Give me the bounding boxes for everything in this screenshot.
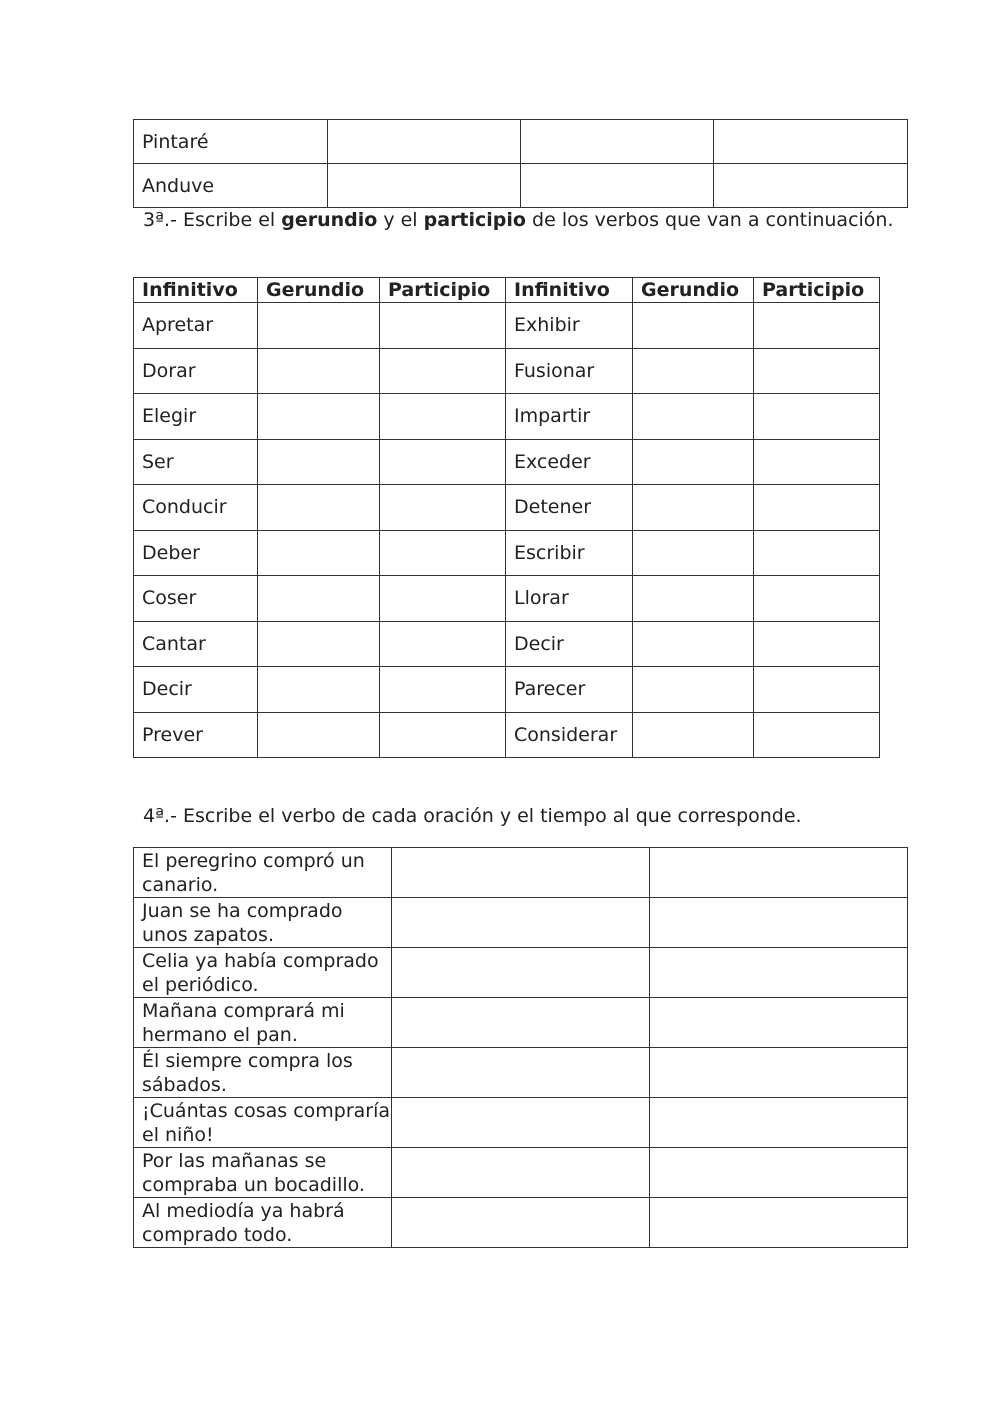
answer-cell[interactable] <box>633 394 754 440</box>
table-row <box>134 348 880 394</box>
answer-cell[interactable] <box>392 1048 650 1098</box>
answer-cell[interactable] <box>380 439 506 485</box>
answer-cell[interactable] <box>392 1148 650 1198</box>
table-row <box>134 712 880 758</box>
verb-cell: Pintaré <box>134 120 328 164</box>
table-header-row <box>134 278 880 303</box>
verb-cell: Deber <box>134 530 258 576</box>
column-header: Participio <box>380 278 506 303</box>
instruction-text: y el <box>377 209 424 231</box>
table-row <box>134 576 880 622</box>
answer-cell[interactable] <box>258 712 380 758</box>
answer-cell[interactable] <box>521 164 714 208</box>
column-header: Gerundio <box>258 278 380 303</box>
answer-cell[interactable] <box>258 439 380 485</box>
column-header: Gerundio <box>633 278 754 303</box>
answer-cell[interactable] <box>380 621 506 667</box>
answer-cell[interactable] <box>392 1198 650 1248</box>
sentence-cell: El peregrino compró un canario. <box>134 848 392 898</box>
answer-cell[interactable] <box>392 1098 650 1148</box>
exercise-4-instruction: 4ª.- Escribe el verbo de cada oración y el tiempo al que corresponde. <box>143 805 802 827</box>
table-row <box>134 848 908 898</box>
answer-cell[interactable] <box>258 303 380 349</box>
sentences-table <box>133 847 908 1248</box>
instruction-bold-gerundio: gerundio <box>281 209 378 231</box>
table-row <box>134 303 880 349</box>
sentence-cell: Celia ya había comprado el periódico. <box>134 948 392 998</box>
answer-cell[interactable] <box>650 1148 908 1198</box>
sentence-cell: ¡Cuántas cosas compraría el niño! <box>134 1098 392 1148</box>
table-row <box>134 439 880 485</box>
instruction-text: de los verbos que van a continuación. <box>525 209 894 231</box>
verb-cell: Llorar <box>506 576 633 622</box>
answer-cell[interactable] <box>633 712 754 758</box>
table-row <box>134 530 880 576</box>
column-header: Infinitivo <box>506 278 633 303</box>
answer-cell[interactable] <box>754 621 880 667</box>
sentence-cell: Juan se ha comprado unos zapatos. <box>134 898 392 948</box>
column-header: Infinitivo <box>134 278 258 303</box>
answer-cell[interactable] <box>258 394 380 440</box>
sentence-cell: Por las mañanas se compraba un bocadillo. <box>134 1148 392 1198</box>
verb-cell: Elegir <box>134 394 258 440</box>
answer-cell[interactable] <box>650 1198 908 1248</box>
answer-cell[interactable] <box>258 485 380 531</box>
table-row <box>134 164 908 208</box>
verb-cell: Fusionar <box>506 348 633 394</box>
table-row <box>134 120 908 164</box>
answer-cell[interactable] <box>521 120 714 164</box>
verb-cell: Exceder <box>506 439 633 485</box>
verb-cell: Apretar <box>134 303 258 349</box>
answer-cell[interactable] <box>754 394 880 440</box>
verb-cell: Decir <box>506 621 633 667</box>
answer-cell[interactable] <box>380 303 506 349</box>
answer-cell[interactable] <box>714 164 908 208</box>
table-row <box>134 485 880 531</box>
table-row <box>134 1198 908 1248</box>
instruction-text: 3ª.- Escribe el <box>143 209 282 231</box>
answer-cell[interactable] <box>328 164 521 208</box>
answer-cell[interactable] <box>392 998 650 1048</box>
answer-cell[interactable] <box>714 120 908 164</box>
table-row <box>134 948 908 998</box>
sentence-cell: Al mediodía ya habrá comprado todo. <box>134 1198 392 1248</box>
answer-cell[interactable] <box>380 348 506 394</box>
verb-cell: Decir <box>134 667 258 713</box>
answer-cell[interactable] <box>650 998 908 1048</box>
table-row <box>134 394 880 440</box>
verb-cell: Exhibir <box>506 303 633 349</box>
answer-cell[interactable] <box>258 576 380 622</box>
answer-cell[interactable] <box>380 667 506 713</box>
answer-cell[interactable] <box>633 439 754 485</box>
answer-cell[interactable] <box>754 348 880 394</box>
instruction-bold-participio: participio <box>423 209 526 231</box>
answer-cell[interactable] <box>258 348 380 394</box>
answer-cell[interactable] <box>328 120 521 164</box>
answer-cell[interactable] <box>754 667 880 713</box>
column-header: Participio <box>754 278 880 303</box>
answer-cell[interactable] <box>258 667 380 713</box>
answer-cell[interactable] <box>650 898 908 948</box>
verb-cell: Prever <box>134 712 258 758</box>
table-row <box>134 1148 908 1198</box>
table-row <box>134 898 908 948</box>
verb-cell: Considerar <box>506 712 633 758</box>
table-row <box>134 1098 908 1148</box>
verb-cell: Anduve <box>134 164 328 208</box>
answer-cell[interactable] <box>754 530 880 576</box>
answer-cell[interactable] <box>754 485 880 531</box>
answer-cell[interactable] <box>392 848 650 898</box>
answer-cell[interactable] <box>650 848 908 898</box>
verb-cell: Parecer <box>506 667 633 713</box>
gerund-participle-table <box>133 277 880 758</box>
answer-cell[interactable] <box>633 485 754 531</box>
table-row <box>134 998 908 1048</box>
answer-cell[interactable] <box>633 303 754 349</box>
verb-cell: Ser <box>134 439 258 485</box>
answer-cell[interactable] <box>380 485 506 531</box>
exercise-3-instruction <box>143 208 903 232</box>
answer-cell[interactable] <box>392 898 650 948</box>
verb-cell: Impartir <box>506 394 633 440</box>
answer-cell[interactable] <box>392 948 650 998</box>
answer-cell[interactable] <box>633 530 754 576</box>
answer-cell[interactable] <box>633 667 754 713</box>
sentence-cell: Él siempre compra los sábados. <box>134 1048 392 1098</box>
answer-cell[interactable] <box>258 621 380 667</box>
answer-cell[interactable] <box>633 621 754 667</box>
sentence-cell: Mañana comprará mi hermano el pan. <box>134 998 392 1048</box>
table-row <box>134 667 880 713</box>
answer-cell[interactable] <box>633 576 754 622</box>
verb-cell: Cantar <box>134 621 258 667</box>
conjugation-table-top <box>133 119 908 208</box>
answer-cell[interactable] <box>754 712 880 758</box>
answer-cell[interactable] <box>380 576 506 622</box>
verb-cell: Conducir <box>134 485 258 531</box>
answer-cell[interactable] <box>258 530 380 576</box>
answer-cell[interactable] <box>650 1048 908 1098</box>
answer-cell[interactable] <box>650 1098 908 1148</box>
table-row <box>134 1048 908 1098</box>
answer-cell[interactable] <box>754 576 880 622</box>
answer-cell[interactable] <box>380 530 506 576</box>
answer-cell[interactable] <box>650 948 908 998</box>
answer-cell[interactable] <box>380 394 506 440</box>
verb-cell: Escribir <box>506 530 633 576</box>
answer-cell[interactable] <box>754 303 880 349</box>
verb-cell: Detener <box>506 485 633 531</box>
answer-cell[interactable] <box>380 712 506 758</box>
table-row <box>134 621 880 667</box>
verb-cell: Coser <box>134 576 258 622</box>
answer-cell[interactable] <box>633 348 754 394</box>
answer-cell[interactable] <box>754 439 880 485</box>
verb-cell: Dorar <box>134 348 258 394</box>
